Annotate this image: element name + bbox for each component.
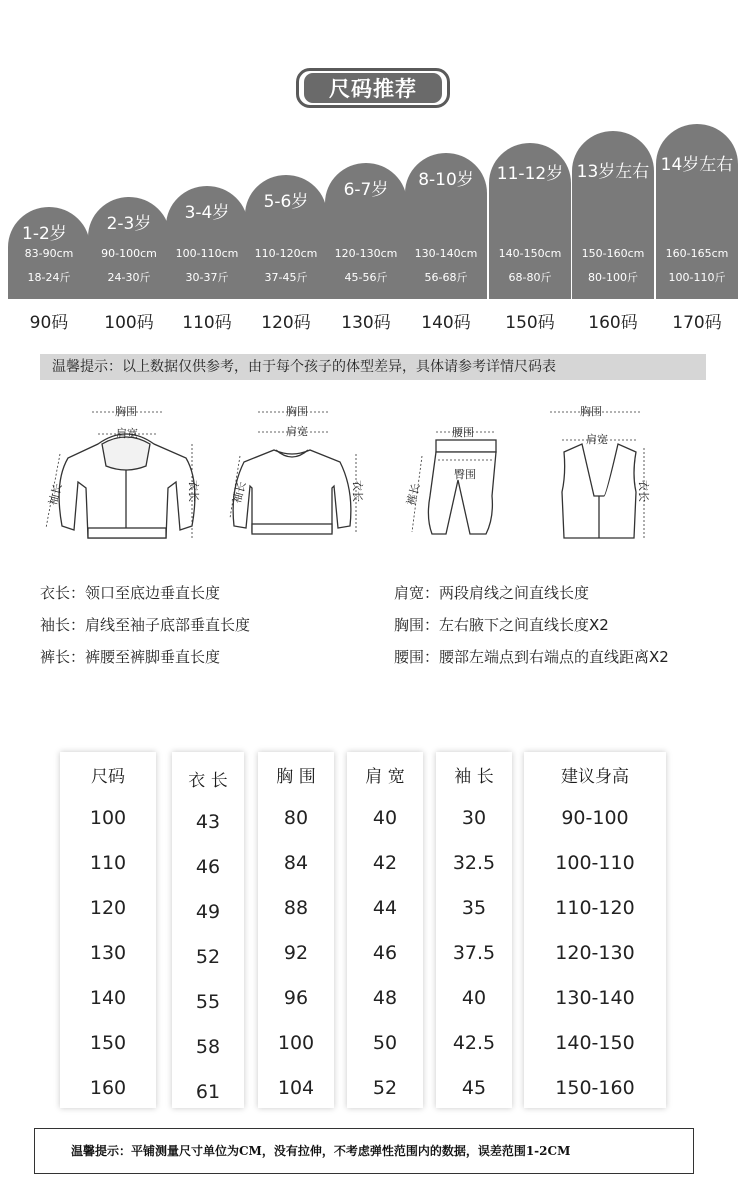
shoulder-label: 肩宽 <box>586 433 608 446</box>
table-cell: 150-160 <box>555 1077 635 1099</box>
bar-weight: 56-68斤 <box>424 271 468 284</box>
size-code: 100码 <box>104 313 154 333</box>
table-cell: 48 <box>372 987 398 1009</box>
bar-height: 90-100cm <box>101 247 157 260</box>
pants-diagram <box>400 400 510 548</box>
table-cell: 52 <box>372 1077 398 1099</box>
table-cell: 61 <box>195 1081 221 1103</box>
size-bar <box>8 207 90 299</box>
table-cell: 32.5 <box>452 852 496 874</box>
table-column-shoulder <box>347 752 423 1108</box>
table-cell: 140-150 <box>555 1032 635 1054</box>
table-cell: 160 <box>89 1077 127 1099</box>
bar-weight: 24-30斤 <box>107 271 151 284</box>
table-cell: 50 <box>372 1032 398 1054</box>
table-cell: 40 <box>461 987 487 1009</box>
table-cell: 110 <box>89 852 127 874</box>
definition-waist: 腰围：腰部左端点到右端点的直线距离X2 <box>394 648 669 666</box>
bar-age: 11-12岁 <box>496 164 564 184</box>
table-column-length <box>172 752 244 1108</box>
measurement-tip: 温馨提示：平铺测量尺寸单位为CM，没有拉伸，不考虑弹性范围内的数据，误差范围1-2CM <box>34 1128 694 1174</box>
bar-age: 6-7岁 <box>343 180 389 200</box>
table-cell: 42.5 <box>452 1032 496 1054</box>
definition-length: 衣长：领口至底边垂直长度 <box>40 584 221 602</box>
size-bar <box>245 175 327 299</box>
table-header: 肩 宽 <box>365 767 405 787</box>
table-header: 衣 长 <box>188 771 228 791</box>
bar-height: 120-130cm <box>334 247 398 260</box>
size-code: 140码 <box>421 313 471 333</box>
bar-height: 100-110cm <box>175 247 239 260</box>
size-bar <box>88 197 170 299</box>
bar-age: 1-2岁 <box>22 224 67 244</box>
table-cell: 100 <box>89 807 127 829</box>
definition-pants: 裤长：裤腰至裤脚垂直长度 <box>40 648 221 666</box>
bar-height: 150-160cm <box>581 247 645 260</box>
bar-weight: 45-56斤 <box>344 271 388 284</box>
table-header: 胸 围 <box>276 767 316 787</box>
table-column-chest <box>258 752 334 1108</box>
chest-label: 胸围 <box>115 405 137 418</box>
table-header: 尺码 <box>91 767 125 787</box>
table-column-size <box>60 752 156 1108</box>
vest-diagram <box>540 400 660 548</box>
table-cell: 46 <box>372 942 398 964</box>
table-column-height <box>524 752 666 1108</box>
table-cell: 40 <box>372 807 398 829</box>
size-code: 160码 <box>588 313 638 333</box>
table-cell: 110-120 <box>555 897 635 919</box>
bar-weight: 80-100斤 <box>588 271 638 284</box>
bar-weight: 30-37斤 <box>185 271 229 284</box>
bar-weight: 18-24斤 <box>27 271 71 284</box>
pants-length-label: 裤长 <box>404 482 423 507</box>
size-code: 130码 <box>341 313 391 333</box>
size-bar <box>405 153 487 299</box>
sleeve-label: 袖长 <box>230 480 249 505</box>
bar-age: 8-10岁 <box>418 170 474 190</box>
size-bar <box>325 163 407 299</box>
table-cell: 84 <box>283 852 309 874</box>
table-cell: 100 <box>277 1032 315 1054</box>
bar-weight: 100-110斤 <box>668 271 726 284</box>
chest-label: 胸围 <box>580 405 602 418</box>
bar-height: 140-150cm <box>498 247 562 260</box>
page-title: 尺码推荐 <box>304 73 442 103</box>
table-cell: 90-100 <box>561 807 629 829</box>
bar-weight: 68-80斤 <box>508 271 552 284</box>
length-label: 衣长 <box>637 480 650 502</box>
length-label: 衣长 <box>187 480 200 502</box>
table-cell: 55 <box>195 991 221 1013</box>
table-cell: 35 <box>461 897 487 919</box>
table-cell: 42 <box>372 852 398 874</box>
table-cell: 49 <box>195 901 221 923</box>
shoulder-label: 肩宽 <box>116 427 138 440</box>
table-header: 袖 长 <box>454 767 494 787</box>
size-bar <box>166 186 248 299</box>
table-header: 建议身高 <box>561 767 629 787</box>
size-code: 90码 <box>29 313 69 333</box>
size-code: 120码 <box>261 313 311 333</box>
table-cell: 104 <box>277 1077 315 1099</box>
reference-tip: 温馨提示：以上数据仅供参考，由于每个孩子的体型差异，具体请参考详情尺码表 <box>40 354 706 380</box>
table-cell: 44 <box>372 897 398 919</box>
bar-age: 14岁左右 <box>660 155 734 175</box>
definition-shoulder: 肩宽：两段肩线之间直线长度 <box>394 584 590 602</box>
size-code: 110码 <box>182 313 232 333</box>
table-column-sleeve <box>436 752 512 1108</box>
table-cell: 150 <box>89 1032 127 1054</box>
bar-height: 83-90cm <box>24 247 74 260</box>
table-cell: 43 <box>195 811 221 833</box>
bar-age: 2-3岁 <box>106 214 152 234</box>
bar-age: 5-6岁 <box>263 192 309 212</box>
size-code: 170码 <box>672 313 722 333</box>
sweatshirt-diagram <box>228 400 378 548</box>
table-cell: 120-130 <box>555 942 635 964</box>
bar-height: 110-120cm <box>254 247 318 260</box>
table-cell: 80 <box>283 807 309 829</box>
table-cell: 37.5 <box>452 942 496 964</box>
table-cell: 92 <box>283 942 309 964</box>
table-cell: 58 <box>195 1036 221 1058</box>
table-cell: 100-110 <box>555 852 635 874</box>
length-label: 衣长 <box>351 480 364 502</box>
table-cell: 130 <box>89 942 127 964</box>
definition-sleeve: 袖长：肩线至袖子底部垂直长度 <box>40 616 251 634</box>
size-bar <box>489 143 571 299</box>
bar-height: 160-165cm <box>665 247 729 260</box>
bar-age: 3-4岁 <box>184 203 230 223</box>
definition-chest: 胸围：左右腋下之间直线长度X2 <box>394 616 609 634</box>
bar-height: 130-140cm <box>414 247 478 260</box>
table-cell: 45 <box>461 1077 487 1099</box>
title-badge <box>296 68 450 108</box>
sleeve-label: 袖长 <box>46 482 65 507</box>
chest-label: 胸围 <box>286 405 308 418</box>
table-cell: 46 <box>195 856 221 878</box>
size-bar <box>656 124 738 299</box>
table-cell: 96 <box>283 987 309 1009</box>
waist-label: 腰围 <box>452 426 474 439</box>
shoulder-label: 肩宽 <box>286 425 308 438</box>
table-cell: 120 <box>89 897 127 919</box>
size-code: 150码 <box>505 313 555 333</box>
size-bar <box>572 131 654 299</box>
bar-weight: 37-45斤 <box>264 271 308 284</box>
table-cell: 140 <box>89 987 127 1009</box>
table-cell: 30 <box>461 807 487 829</box>
table-cell: 130-140 <box>555 987 635 1009</box>
bar-age: 13岁左右 <box>576 162 650 182</box>
table-cell: 88 <box>283 897 309 919</box>
hip-label: 臀围 <box>454 468 476 481</box>
table-cell: 52 <box>195 946 221 968</box>
jacket-diagram <box>40 400 215 548</box>
